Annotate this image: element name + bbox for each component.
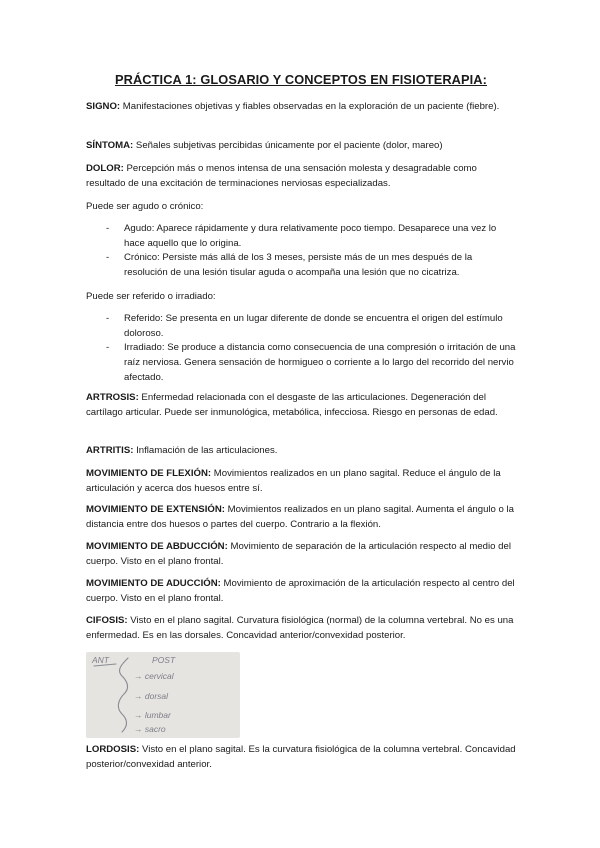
sketch-label-dorsal: → dorsal [134,691,169,701]
artrosis-term: ARTROSIS: [86,392,139,403]
aduccion-text: Movimiento de aproximación de la articulación respecto al centro del cuerpo. Visto en el plano frontal. [86,578,515,604]
cifosis-text: Visto en el plano sagital. Curvatura fisiológica (normal) de la columna vertebral. No es una enfermedad. Es en las dorsales. Concavidad anterior/convexidad posterior. [86,615,514,641]
flexion-definition [86,466,516,496]
dolor-intro-location: Puede ser referido o irradiado: [86,291,216,302]
dolor-definition [86,161,516,191]
page-title: PRÁCTICA 1: GLOSARIO Y CONCEPTOS EN FISIOTERAPIA: [114,72,488,87]
sketch-label-post: POST [152,655,176,665]
flexion-term: MOVIMIENTO DE FLEXIÓN: [86,468,212,479]
dolor-term: DOLOR: [86,163,124,174]
lordosis-term: LORDOSIS: [86,744,140,755]
sintoma-term: SÍNTOMA: [86,140,134,151]
extension-term: MOVIMIENTO DE EXTENSIÓN: [86,504,225,515]
artritis-text: Inflamación de las articulaciones. [133,445,278,456]
list-item-text: Irradiado: Se produce a distancia como consecuencia de una compresión o irritación de una raíz nerviosa. Genera sensación de hormigueo o corriente a lo largo del recorrido del nervio afectado. [124,342,516,383]
extension-text: Movimientos realizados en un plano sagital. Aumenta el ángulo o la distancia entre dos huesos o partes del cuerpo. Contrario a la flexión. [86,504,515,530]
list-item-text: Referido: Se presenta en un lugar diferente de donde se encuentra el origen del estímulo doloroso. [124,313,503,339]
artritis-term: ARTRITIS: [86,445,134,456]
signo-text: Manifestaciones objetivas y fiables observadas en la exploración de un paciente (fiebre). [120,101,500,112]
aduccion-definition [86,576,516,606]
sketch-label-ant: ANT [92,655,109,665]
bullet-dash: - [106,252,110,263]
artrosis-definition [86,390,516,420]
spine-sketch [86,652,240,738]
spine-curve-drawing [86,652,240,738]
list-item-text: Crónico: Persiste más allá de los 3 meses, persiste más de un mes después de la resolución de una lesión tisular aguda o acompaña una lesión que no cicatriza. [124,252,473,278]
dolor-text: Percepción más o menos intensa de una sensación molesta y desagradable como resultado de una excitación de terminaciones nerviosas especializadas. [86,163,477,189]
abduccion-term: MOVIMIENTO DE ABDUCCIÓN: [86,541,228,552]
bullet-dash: - [106,342,110,353]
abduccion-text: Movimiento de separación de la articulación respecto al medio del cuerpo. Visto en el plano frontal. [86,541,511,567]
signo-definition [86,99,516,114]
aduccion-term: MOVIMIENTO DE ADUCCIÓN: [86,578,221,589]
sketch-label-lumbar: → lumbar [134,710,171,720]
artrosis-text: Enfermedad relacionada con el desgaste de las articulaciones. Degeneración del cartílago articular. Puede ser inmunológica, metabólica, infecciosa. Riesgo en personas de edad. [86,392,498,418]
extension-definition [86,502,516,532]
flexion-text: Movimientos realizados en un plano sagital. Reduce el ángulo de la articulación y acerca dos huesos entre sí. [86,468,501,494]
cifosis-term: CIFOSIS: [86,615,128,626]
sintoma-text: Señales subjetivas percibidas únicamente por el paciente (dolor, mareo) [133,140,443,151]
signo-term: SIGNO: [86,101,121,112]
sketch-label-cervical: → cervical [134,671,174,681]
list-item-text: Agudo: Aparece rápidamente y dura relativamente poco tiempo. Desaparece una vez lo hace aquello que lo origina. [124,223,497,249]
cifosis-definition [86,613,516,643]
dolor-intro-duration: Puede ser agudo o crónico: [86,201,204,212]
lordosis-definition [86,742,516,772]
lordosis-text: Visto en el plano sagital. Es la curvatura fisiológica de la columna vertebral. Concavidad posterior/convexidad anterior. [86,744,516,770]
spine-curve-line [118,658,128,732]
bullet-dash: - [106,223,110,234]
artritis-definition [86,443,516,458]
abduccion-definition [86,539,516,569]
bullet-dash: - [106,313,110,324]
sketch-label-sacro: → sacro [134,724,166,734]
sintoma-definition [86,138,516,153]
